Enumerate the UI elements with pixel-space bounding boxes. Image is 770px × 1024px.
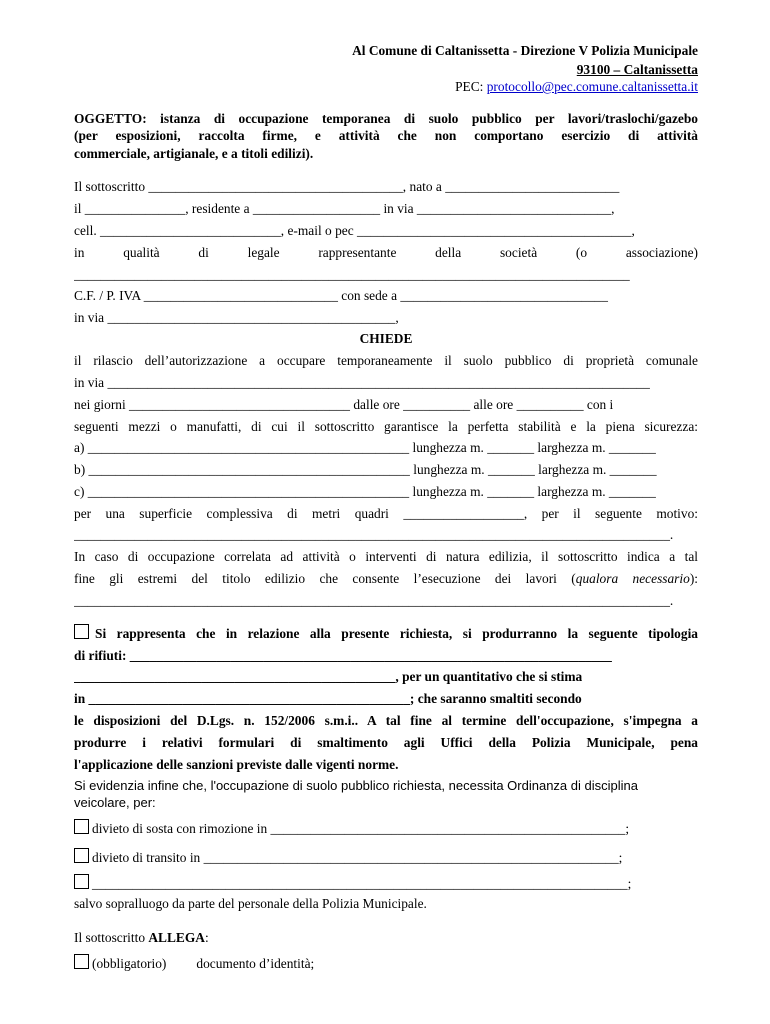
qualita-word: società [499,245,538,260]
salvo-sopralluogo: salvo sopralluogo da parte del personale della Polizia Municipale. [74,896,427,911]
chiede-line-4: seguenti mezzi o manufatti, di cui il sottoscritto garantisce la perfetta stabilità e la piena sicurezza: [74,419,698,434]
rifiuti-line-6: produrre i relativi formulari di smaltimento agli Uffici della Polizia Municipale, pena [74,735,698,750]
ordinanza-line-1: Si evidenzia infine che, l'occupazione di suolo pubblico richiesta, necessita Ordinanza di disciplina [74,778,638,793]
field-giorni-ore[interactable]: nei giorni _________________________________ dalle ore __________ alle ore __________ con i [74,397,614,412]
option-divieto-sosta[interactable] [74,819,698,837]
qualita-word: in [74,245,85,260]
rifiuti-line-1 [74,624,698,642]
field-societa[interactable]: ___________________________________________________________________________________ [74,267,630,282]
ordinanza-line-2: veicolare, per: [74,795,156,810]
rifiuti-checkbox[interactable] [74,624,89,639]
edilizia-text-end: ): [689,571,698,586]
altro-checkbox[interactable] [74,874,89,889]
field-manufatto-c[interactable]: c) ________________________________________________ lunghezza m. _______ larghezza m. _______ [74,484,656,499]
pec-email-link[interactable]: protocollo@pec.comune.caltanissetta.it [486,79,698,94]
altro-text: ________________________________________________________________________________; [92,876,632,891]
qualita-word: legale [247,245,280,260]
field-occupazione-via[interactable]: in via _________________________________________________________________________________ [74,375,650,390]
allega-line [74,930,698,946]
field-manufatto-b[interactable]: b) ________________________________________________ lunghezza m. _______ larghezza m. _______ [74,462,657,477]
qualita-word: (o [575,245,588,260]
divieto-transito-checkbox[interactable] [74,848,89,863]
pec-line [74,79,698,95]
qualita-word: associazione) [625,245,698,260]
pec-label: PEC: [455,79,487,94]
option-divieto-transito[interactable] [74,848,698,866]
field-cell-email[interactable]: cell. ___________________________, e-mail o pec _________________________________________, [74,223,635,238]
documento-identita: documento d’identità; [196,956,315,971]
allega-documento[interactable] [74,954,698,972]
divieto-sosta-text: divieto di sosta con rimozione in _____________________________________________________; [92,821,630,836]
field-cf-sede[interactable]: C.F. / P. IVA _____________________________ con sede a _______________________________ [74,288,608,303]
documento-checkbox[interactable] [74,954,89,969]
rifiuti-line-7: l'applicazione delle sanzioni previste dalle vigenti norme. [74,757,399,772]
edilizia-text: fine gli estremi del titolo edilizio che consente l’esecuzione dei lavori ( [74,571,576,586]
edilizia-line-2 [74,571,698,587]
field-rifiuti-in[interactable]: in ________________________________________________; che saranno smaltiti secondo [74,691,582,706]
oggetto-line-1: OGGETTO: istanza di occupazione temporanea di suolo pubblico per lavori/traslochi/gazebo [74,111,698,126]
qualita-word: rappresentante [318,245,397,260]
oggetto-line-3: commerciale, artigianale, e a titoli edilizi). [74,146,314,161]
rifiuti-line-5: le disposizioni del D.Lgs. n. 152/2006 s.m.i.. A tal fine al termine dell'occupazione, s'impegna a [74,713,698,728]
field-manufatto-a[interactable]: a) ________________________________________________ lunghezza m. _______ larghezza m. _______ [74,440,656,455]
rifiuti-text-1: Si rappresenta che in relazione alla presente richiesta, si produrranno la seguente tipologia [95,626,698,641]
field-sede-via[interactable]: in via ___________________________________________, [74,310,399,325]
chiede-heading: CHIEDE [359,331,413,346]
allega-pre: Il sottoscritto [74,930,149,945]
option-altro[interactable] [74,874,698,892]
edilizia-line-1: In caso di occupazione correlata ad attività o interventi di natura edilizia, il sottoscritto indica a tal [74,549,698,564]
field-tipologia-rifiuti[interactable]: di rifiuti: ________________________________________________________________________ [74,648,612,663]
documento-obbligatorio: (obbligatorio) [92,956,167,971]
qualita-word: qualità [123,245,160,260]
chiede-line-1: il rilascio dell’autorizzazione a occupare temporaneamente il suolo pubblico di proprietà comunale [74,353,698,368]
field-sottoscritto-nato[interactable]: Il sottoscritto ______________________________________, nato a __________________________ [74,179,620,194]
field-titolo-edilizio[interactable]: _________________________________________________________________________________________. [74,593,674,608]
qualita-word: della [435,245,462,260]
divieto-sosta-checkbox[interactable] [74,819,89,834]
allega-bold: ALLEGA [148,930,205,945]
recipient-line: Al Comune di Caltanissetta - Direzione V Polizia Municipale [352,43,698,58]
field-rifiuti-quantitativo[interactable]: ________________________________________________, per un quantitativo che si stima [74,669,583,684]
city-line: 93100 – Caltanissetta [576,62,698,77]
field-superficie-motivo[interactable]: per una superficie complessiva di metri quadri __________________, per il seguente motivo: [74,506,698,521]
allega-post: : [204,930,209,945]
edilizia-italic: qualora necessario [575,571,690,586]
oggetto-line-2: (per esposizioni, raccolta firme, e attività che non comportano esercizio di attività [74,128,698,143]
field-motivo[interactable]: _________________________________________________________________________________________. [74,527,674,542]
qualita-line [74,245,698,261]
divieto-transito-text: divieto di transito in ______________________________________________________________; [92,850,623,865]
qualita-word: di [198,245,209,260]
field-data-residenza-via[interactable]: il _______________, residente a ___________________ in via _____________________________, [74,201,615,216]
